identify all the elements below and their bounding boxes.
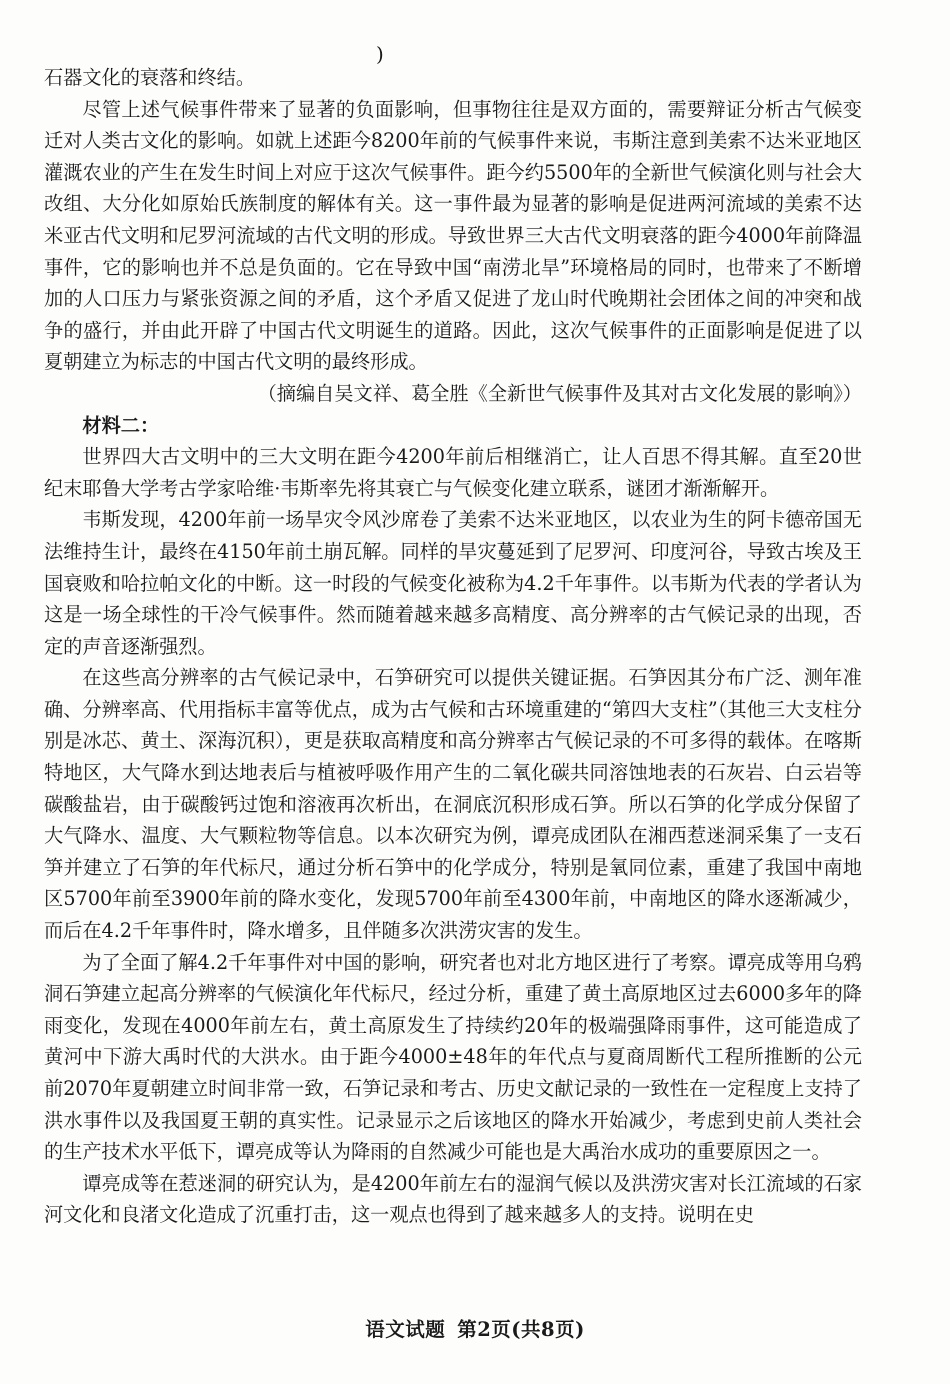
paragraph-continuation: 石器文化的衰落和终结。: [44, 66, 256, 89]
page-footer: [0, 1318, 950, 1342]
paragraph-northern-region: 为了全面了解4.2千年事件对中国的影响，研究者也对北方地区进行了考察。谭亮成等用乌鸦洞石笋建立起高分辨率的气候演化年代标尺，经过分析，重建了黄土高原地区过去6000多年的降雨变化，发现在4000年前左右，黄土高原发生了持续约20年的极端强降雨事件，这可能造成了黄河中下游大禹时代的大洪水。由于距今4000±48年的年代点与夏商周断代工程所推断的公元前2070年夏朝建立时间非常一致，石笋记录和考古、历史文献记录的一致性在一定程度上支持了洪水事件以及我国夏王朝的真实性。记录显示之后该地区的降水开始减少，考虑到史前人类社会的生产技术水平低下，谭亮成等认为降雨的自然减少可能也是大禹治水成功的重要原因之一。: [44, 950, 862, 1164]
article-body: [44, 62, 862, 1231]
paragraph-four-civilizations: 世界四大古文明中的三大文明在距今4200年前后相继消亡，让人百思不得其解。直至20世纪末耶鲁大学考古学家哈维·韦斯率先将其衰亡与气候变化建立联系，谜团才渐渐解开。: [44, 445, 862, 500]
paragraph-yangtze-cultures: 谭亮成等在惹迷洞的研究认为，是4200年前左右的湿润气候以及洪涝灾害对长江流域的石家河文化和良渚文化造成了沉重打击，这一观点也得到了越来越多人的支持。说明在史: [44, 1171, 862, 1227]
top-mark: ): [376, 42, 384, 66]
footer-subject: 语文试题: [365, 1318, 446, 1341]
paragraph-weiss-findings: 韦斯发现，4200年前一场旱灾令风沙席卷了美索不达米亚地区，以农业为生的阿卡德帝国无法维持生计，最终在4150年前土崩瓦解。同样的旱灾蔓延到了尼罗河、印度河谷，导致古埃及王国衰败和哈拉帕文化的中断。这一时段的气候变化被称为4.2千年事件。以韦斯为代表的学者认为这是一场全球性的干冷气候事件。然而随着越来越多高精度、高分辨率的古气候记录的出现，否定的声音逐渐强烈。: [44, 508, 862, 658]
material-two-heading: 材料二：: [82, 413, 160, 437]
paragraph-stalagmite-research: 在这些高分辨率的古气候记录中，石笋研究可以提供关键证据。石笋因其分布广泛、测年准确、分辨率高、代用指标丰富等优点，成为古气候和古环境重建的“第四大支柱”（其他三大支柱分别是冰芯、黄土、深海沉积），更是获取高精度和高分辨率古气候记录的不可多得的载体。在喀斯特地区，大气降水到达地表后与植被呼吸作用产生的二氧化碳共同溶蚀地表的石灰岩、白云岩等碳酸盐岩，由于碳酸钙过饱和溶液再次析出，在洞底沉积形成石笋。所以石笋的化学成分保留了大气降水、温度、大气颗粒物等信息。以本次研究为例，谭亮成团队在湘西惹迷洞采集了一支石笋并建立了石笋的年代标尺，通过分析石笋中的化学成分，特别是氧同位素，重建了我国中南地区5700年前至3900年前的降水变化，发现5700年前至4300年前，中南地区的降水逐渐减少，而后在4.2千年事件时，降水增多，且伴随多次洪涝灾害的发生。: [44, 666, 862, 943]
source-citation: （摘编自吴文祥、葛全胜《全新世气候事件及其对古文化发展的影响》）: [257, 381, 862, 405]
footer-page-number: 第2页(共8页): [457, 1318, 585, 1341]
paragraph-climate-impact: 尽管上述气候事件带来了显著的负面影响，但事物往往是双方面的，需要辩证分析古气候变迁对人类古文化的影响。如就上述距今8200年前的气候事件来说，韦斯注意到美索不达米亚地区灌溉农业的产生在发生时间上对应于这次气候事件。距今约5500年的全新世气候演化则与社会大改组、大分化如原始氏族制度的解体有关。这一事件最为显著的影响是促进两河流域的美索不达米亚古代文明和尼罗河流域的古代文明的形成。导致世界三大古代文明衰落的距今4000年前降温事件，它的影响也并不总是负面的。它在导致中国“南涝北旱”环境格局的同时，也带来了不断增加的人口压力与紧张资源之间的矛盾，这个矛盾又促进了龙山时代晚期社会团体之间的冲突和战争的盛行，并由此开辟了中国古代文明诞生的道路。因此，这次气候事件的正面影响是促进了以夏朝建立为标志的中国古代文明的最终形成。: [44, 97, 862, 374]
